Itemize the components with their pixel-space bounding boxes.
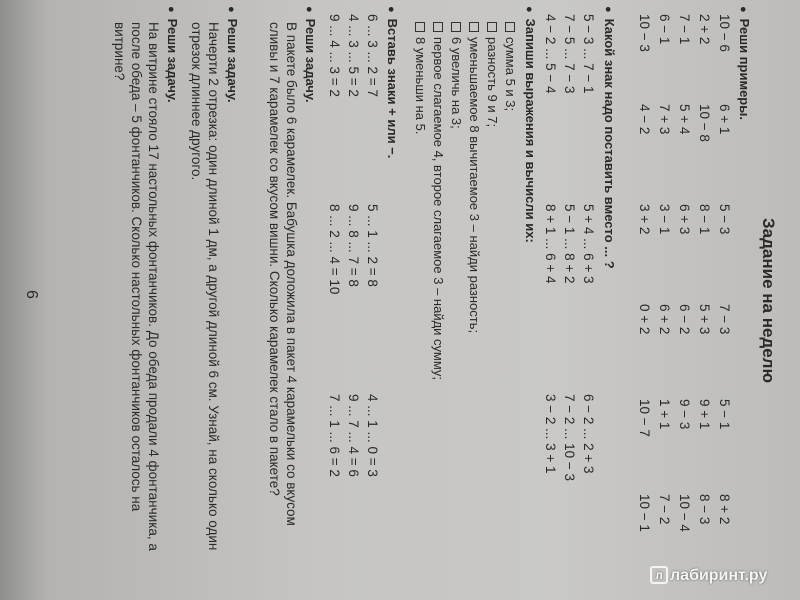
task-1-examples [622,14,732,574]
equation: 9 ... 4 ... 3 = 2 [327,14,342,97]
task-5-text: В пакете было 6 карамелек. Бабушка доложила в пакет 4 карамельки со вкусом сливы и 7 карамелек со вкусом вишни. Сколько карамелек стало в пакете? [267,22,299,526]
example: 5 − 3 [717,204,732,235]
example: 10 − 3 [637,14,652,52]
example: 10 − 7 [637,399,652,437]
list-item [413,22,428,134]
list-item-text: сумма 5 и 3; [503,37,518,112]
example: 10 − 8 [697,104,712,142]
checkbox-square-icon [487,22,497,32]
equation: 4 ... 1 ... 0 = 3 [365,394,380,477]
example: 5 + 4 [677,104,692,135]
example: 6 + 1 [717,104,732,135]
equation: 6 ... 3 ... 2 = 7 [365,14,380,97]
comparison: 5 − 1 ... 8 + 2 [562,204,577,284]
example: 6 + 2 [657,304,672,335]
example: 7 − 1 [677,14,692,45]
task-6-label: ● Реши задачу. [225,6,240,103]
list-item-text: уменьшаемое 8 вычитаемое 3 – найди разность; [467,37,482,334]
list-item [467,22,482,333]
list-item-text: 8 уменьши на 5. [413,37,428,135]
example: 0 + 2 [637,304,652,335]
example: 7 − 2 [657,494,672,525]
example: 5 − 1 [717,399,732,430]
checkbox-square-icon [415,22,425,32]
list-item [449,22,464,129]
example: 1 + 1 [657,399,672,430]
list-item [503,22,518,111]
task-5-label: ● Реши задачу. [303,6,318,103]
comparison: 8 + 1 ... 6 + 4 [543,204,558,284]
example: 8 − 3 [697,494,712,525]
example: 6 + 3 [677,204,692,235]
checkbox-square-icon [433,22,443,32]
comparison: 5 + 4 ... 6 + 3 [581,204,596,284]
comparison: 7 − 2 ... 10 − 3 [562,394,577,482]
example: 5 + 3 [697,304,712,335]
task-3-label: ● Запиши выражения и вычисли их: [523,6,538,243]
task-4-label: ● Вставь знаки + или −. [385,6,400,158]
example: 6 − 1 [657,14,672,45]
list-item [431,22,446,380]
checkbox-square-icon [451,22,461,32]
example: 10 − 1 [637,494,652,532]
comparison: 7 − 5 ... 7 − 3 [562,14,577,94]
list-item-text: 6 увеличь на 3; [449,37,464,129]
equation: 7 ... 1 ... 6 = 2 [327,394,342,477]
example: 8 − 1 [697,204,712,235]
comparison: 3 − 2 ... 3 + 1 [543,394,558,474]
task-2-label: ● Какой знак надо поставить вместо ... ? [602,6,617,269]
list-item-text: разность 9 и 7; [485,37,500,128]
watermark-text: лабиринт.ру [670,567,768,584]
comparison: 6 − 2 ... 2 + 3 [581,394,596,474]
comparison: 4 − 2 ... 5 − 4 [543,14,558,94]
example: 7 + 3 [657,104,672,135]
page-number: 6 [23,290,40,299]
equation: 4 ... 3 ... 5 = 2 [346,14,361,97]
example: 9 − 3 [677,399,692,430]
task-7-label: ● Реши задачу. [165,6,180,103]
comparison: 5 − 3 ... 7 − 1 [581,14,596,94]
example: 3 − 1 [657,204,672,235]
equation: 8 ... 2 ... 4 = 10 [327,204,342,295]
equation: 5 ... 1 ... 2 = 8 [365,204,380,287]
list-item [485,22,500,127]
example: 8 + 2 [717,494,732,525]
checkbox-square-icon [469,22,479,32]
example: 9 + 1 [697,399,712,430]
equation: 9 ... 8 ... 7 = 8 [346,204,361,287]
page-title: Задание на неделю [759,218,778,383]
checkbox-square-icon [505,22,515,32]
equation: 9 ... 7 ... 4 = 6 [346,394,361,477]
example: 7 − 3 [717,304,732,335]
example: 2 + 2 [697,14,712,45]
task-1-label: ● Реши примеры. [737,6,752,120]
example: 10 − 6 [717,14,732,52]
task-7-text: На витрине стояло 17 настольных фонтанчиков. До обеда продали 4 фонтанчика, а после обеда – 5 фонтанчиков. Сколько настольных фонтанчиков осталось на витрине? [112,22,161,551]
list-item-text: первое слагаемое 4, второе слагаемое 3 – найди сумму; [431,37,446,381]
labirint-watermark [650,566,767,585]
example: 6 − 2 [677,304,692,335]
labirint-logo-icon: л [650,566,668,584]
example: 10 − 4 [677,494,692,532]
example: 4 − 2 [637,104,652,135]
example: 3 + 2 [637,204,652,235]
task-6-text: Начерти 2 отрезка: один длиной 1 дм, а другой длиной 6 см. Узнай, на сколько один отрезок длиннее другого. [189,22,221,551]
